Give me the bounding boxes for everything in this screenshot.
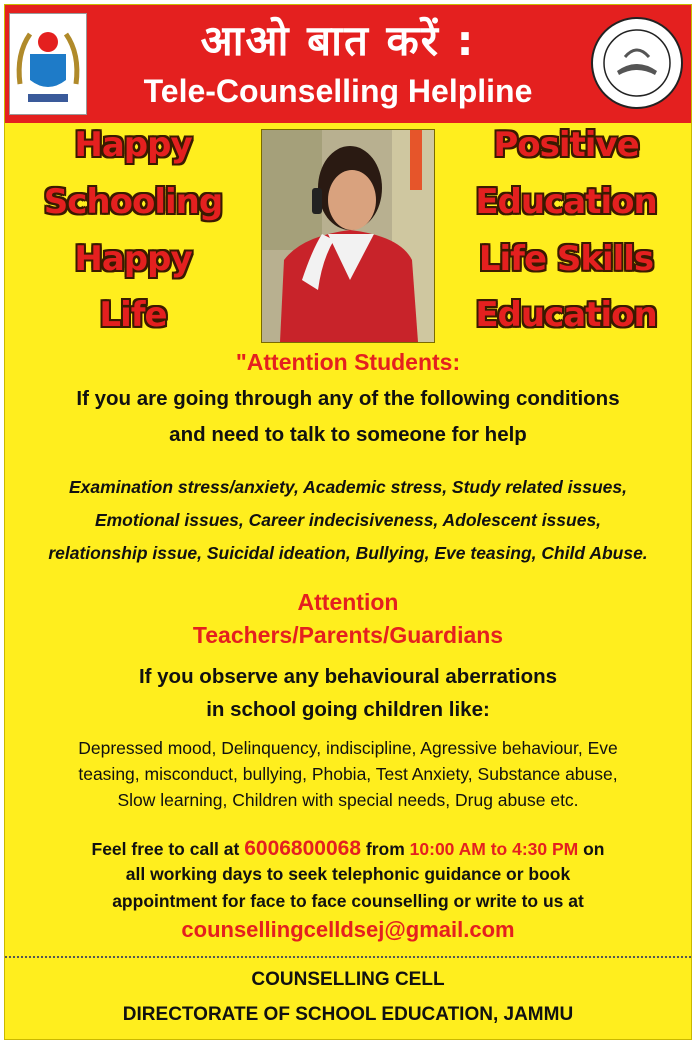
- slogan-left-1: Happy: [74, 125, 192, 165]
- guardians-heading-1: Attention: [297, 589, 399, 615]
- condition-line-3: relationship issue, Suicidal ideation, Bullying, Eve teasing, Child Abuse.: [48, 543, 648, 563]
- contact-on: on: [583, 839, 605, 859]
- slogan-left-4: Life: [99, 295, 167, 335]
- contact-line-2: all working days to seek telephonic guidance or book: [125, 864, 571, 884]
- govt-emblem-logo: [9, 13, 87, 115]
- students-heading: "Attention Students:: [235, 349, 461, 375]
- footer-divider: [5, 956, 691, 958]
- helpline-title: Tele-Counselling Helpline: [143, 73, 533, 109]
- slogan-right-1: Positive: [493, 125, 639, 165]
- poster: [4, 4, 692, 1040]
- slogan-right-3: Life Skills: [478, 239, 654, 279]
- hindi-title: आओ बात करें :: [200, 16, 476, 65]
- contact-prefix: Feel free to call at: [91, 839, 240, 859]
- student-on-phone-photo: [261, 129, 435, 343]
- behaviour-line-1: Depressed mood, Delinquency, indiscipline, Agressive behaviour, Eve: [78, 738, 618, 758]
- slogan-right-2: Education: [475, 182, 657, 222]
- behaviour-line-3: Slow learning, Children with special needs, Drug abuse etc.: [117, 790, 579, 810]
- slogan-left-2: Schooling: [43, 182, 223, 222]
- helpline-phone-number[interactable]: 6006800068: [244, 837, 362, 860]
- students-line-1: If you are going through any of the following conditions: [76, 387, 620, 410]
- contact-line-1: [5, 837, 691, 861]
- footer-counselling-cell: COUNSELLING CELL: [251, 969, 445, 990]
- guardians-line-2: in school going children like:: [206, 698, 490, 721]
- contact-line-3: appointment for face to face counselling or write to us at: [112, 891, 584, 911]
- helpline-hours: 10:00 AM to 4:30 PM: [409, 839, 579, 859]
- students-line-2: and need to talk to someone for help: [169, 423, 527, 446]
- contact-from: from: [365, 839, 405, 859]
- directorate-seal-logo: [589, 13, 685, 113]
- condition-line-2: Emotional issues, Career indecisiveness, Adolescent issues,: [94, 510, 602, 530]
- guardians-line-1: If you observe any behavioural aberrations: [138, 665, 558, 688]
- contact-email-link[interactable]: counsellingcelldsej@gmail.com: [181, 917, 515, 942]
- slogan-left-3: Happy: [74, 239, 192, 279]
- condition-line-1: Examination stress/anxiety, Academic stress, Study related issues,: [69, 477, 627, 497]
- guardians-heading-2: Teachers/Parents/Guardians: [192, 622, 504, 648]
- header-banner: [5, 5, 691, 123]
- behaviour-line-2: teasing, misconduct, bullying, Phobia, Test Anxiety, Substance abuse,: [78, 764, 618, 784]
- slogan-right-4: Education: [475, 295, 657, 335]
- footer-directorate: DIRECTORATE OF SCHOOL EDUCATION, JAMMU: [122, 1004, 574, 1025]
